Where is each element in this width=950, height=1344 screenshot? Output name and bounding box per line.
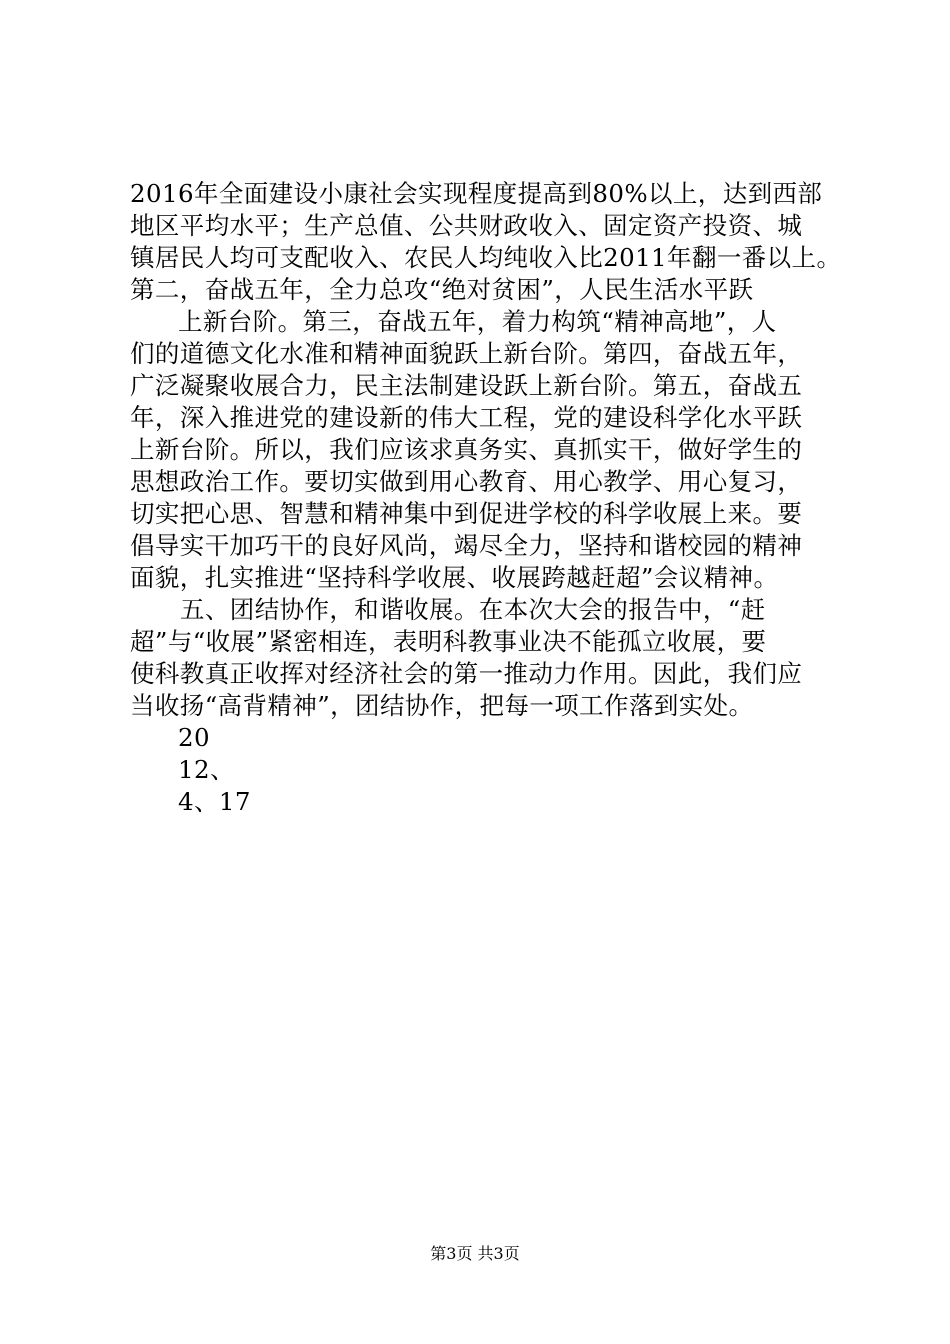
- text-line: 20: [178, 723, 210, 752]
- text-line: 切实把心思、智慧和精神集中到促进学校的科学收展上来。要: [130, 499, 803, 528]
- text-line: 第二，奋战五年，全力总攻“绝对贫困”，人民生活水平跃: [130, 275, 754, 304]
- text-line: 当收扬“高背精神”，团结协作，把每一项工作落到实处。: [130, 691, 754, 720]
- text-line: 思想政治工作。要切实做到用心教育、用心教学、用心复习，: [130, 467, 803, 496]
- text-line: 广泛凝聚收展合力，民主法制建设跃上新台阶。第五，奋战五: [130, 371, 803, 400]
- text-line: 镇居民人均可支配收入、农民人均纯收入比2011年翻一番以上。: [130, 243, 842, 272]
- text-line: 4、17: [178, 787, 251, 816]
- text-line: 倡导实干加巧干的良好风尚，竭尽全力，坚持和谐校园的精神: [130, 531, 803, 560]
- text-line: 超”与“收展”紧密相连，表明科教事业决不能孤立收展，要: [130, 627, 767, 656]
- text-line: 年，深入推进党的建设新的伟大工程，党的建设科学化水平跃: [130, 403, 803, 432]
- text-line: 上新台阶。所以，我们应该求真务实、真抓实干，做好学生的: [130, 435, 803, 464]
- text-line: 上新台阶。第三，奋战五年，着力构筑“精神高地”，人: [178, 307, 777, 336]
- text-line: 地区平均水平；生产总值、公共财政收入、固定资产投资、城: [130, 211, 803, 240]
- page-footer: 第3页 共3页: [430, 1244, 520, 1263]
- text-line: 五、团结协作，和谐收展。在本次大会的报告中，“赶: [180, 595, 766, 624]
- text-line: 使科教真正收挥对经济社会的第一推动力作用。因此，我们应: [130, 659, 803, 688]
- text-line: 面貌，扎实推进“坚持科学收展、收展跨越赶超”会议精神。: [130, 563, 779, 592]
- text-line: 12、: [178, 755, 235, 784]
- text-line: 2016年全面建设小康社会实现程度提高到80%以上，达到西部: [130, 179, 823, 208]
- text-line: 们的道德文化水准和精神面貌跃上新台阶。第四，奋战五年，: [130, 339, 803, 368]
